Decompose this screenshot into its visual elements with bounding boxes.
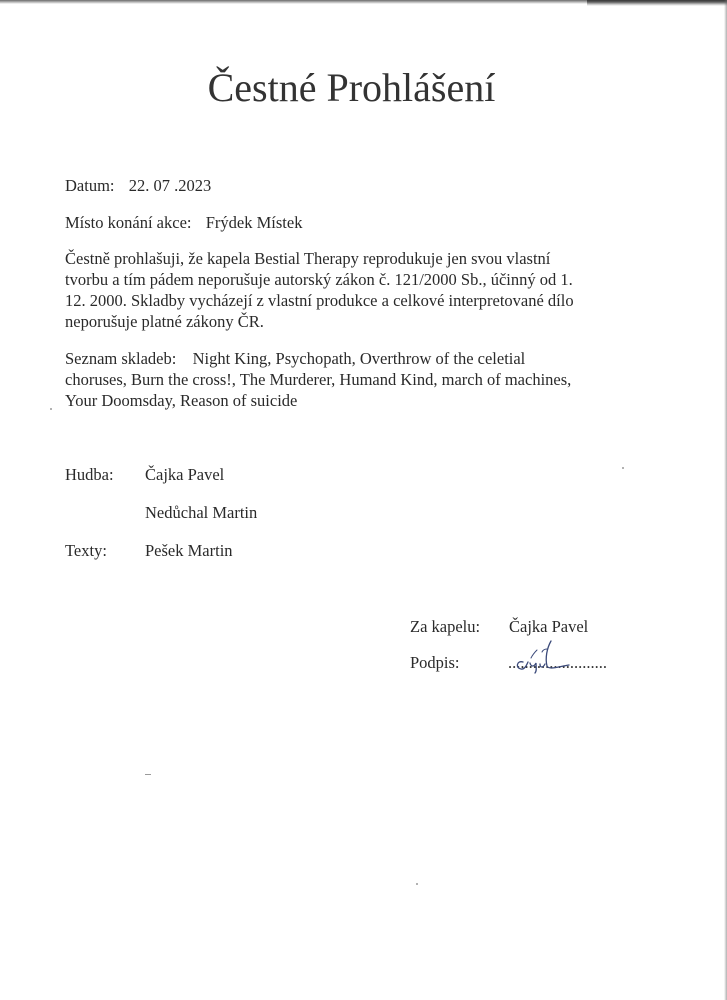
lyrics-author: Pešek Martin [145, 541, 233, 560]
setlist-text: Night King, Psychopath, Overthrow of the celetial [192, 349, 526, 368]
setlist-line: choruses, Burn the cross!, The Murderer, Humand Kind, march of machines, [65, 370, 572, 389]
setlist-line [65, 348, 675, 369]
signature-dotted-line: ........................ [508, 653, 607, 672]
band-label: Za kapelu: [410, 617, 481, 636]
setlist-label: Seznam skladeb: [65, 349, 177, 368]
scan-speck [50, 408, 52, 410]
declaration-line: neporušuje platné zákony ČR. [65, 312, 264, 331]
venue-label: Místo konání akce: [65, 213, 192, 232]
scan-speck [145, 774, 151, 775]
music-author-2: Nedůchal Martin [145, 503, 258, 522]
declaration-line: Čestně prohlašuji, že kapela Bestial Therapy reprodukuje jen svou vlastní [65, 249, 551, 268]
scan-speck [416, 883, 418, 885]
music-label: Hudba: [65, 465, 114, 484]
venue-row [65, 212, 302, 233]
date-value: 22. 07 .2023 [128, 176, 212, 195]
scan-speck [622, 467, 624, 469]
scan-edge-top-right [587, 0, 727, 6]
document-title: Čestné Prohlášení [207, 65, 496, 110]
venue-value: Frýdek Místek [205, 213, 303, 232]
declaration-line: tvorbu a tím pádem neporušuje autorský zákon č. 121/2000 Sb., účinný od 1. [65, 270, 573, 289]
date-row [65, 175, 211, 196]
handwritten-signature [507, 638, 577, 674]
date-label: Datum: [65, 176, 115, 195]
signature-label: Podpis: [410, 653, 460, 672]
setlist-line: Your Doomsday, Reason of suicide [65, 391, 298, 410]
music-author-1: Čajka Pavel [145, 465, 225, 484]
declaration-line: 12. 2000. Skladby vycházejí z vlastní produkce a celkové interpretované dílo [65, 291, 574, 310]
declaration-paragraph [65, 248, 665, 332]
band-representative: Čajka Pavel [509, 617, 589, 636]
setlist-paragraph [65, 348, 675, 411]
lyrics-label: Texty: [65, 541, 107, 560]
